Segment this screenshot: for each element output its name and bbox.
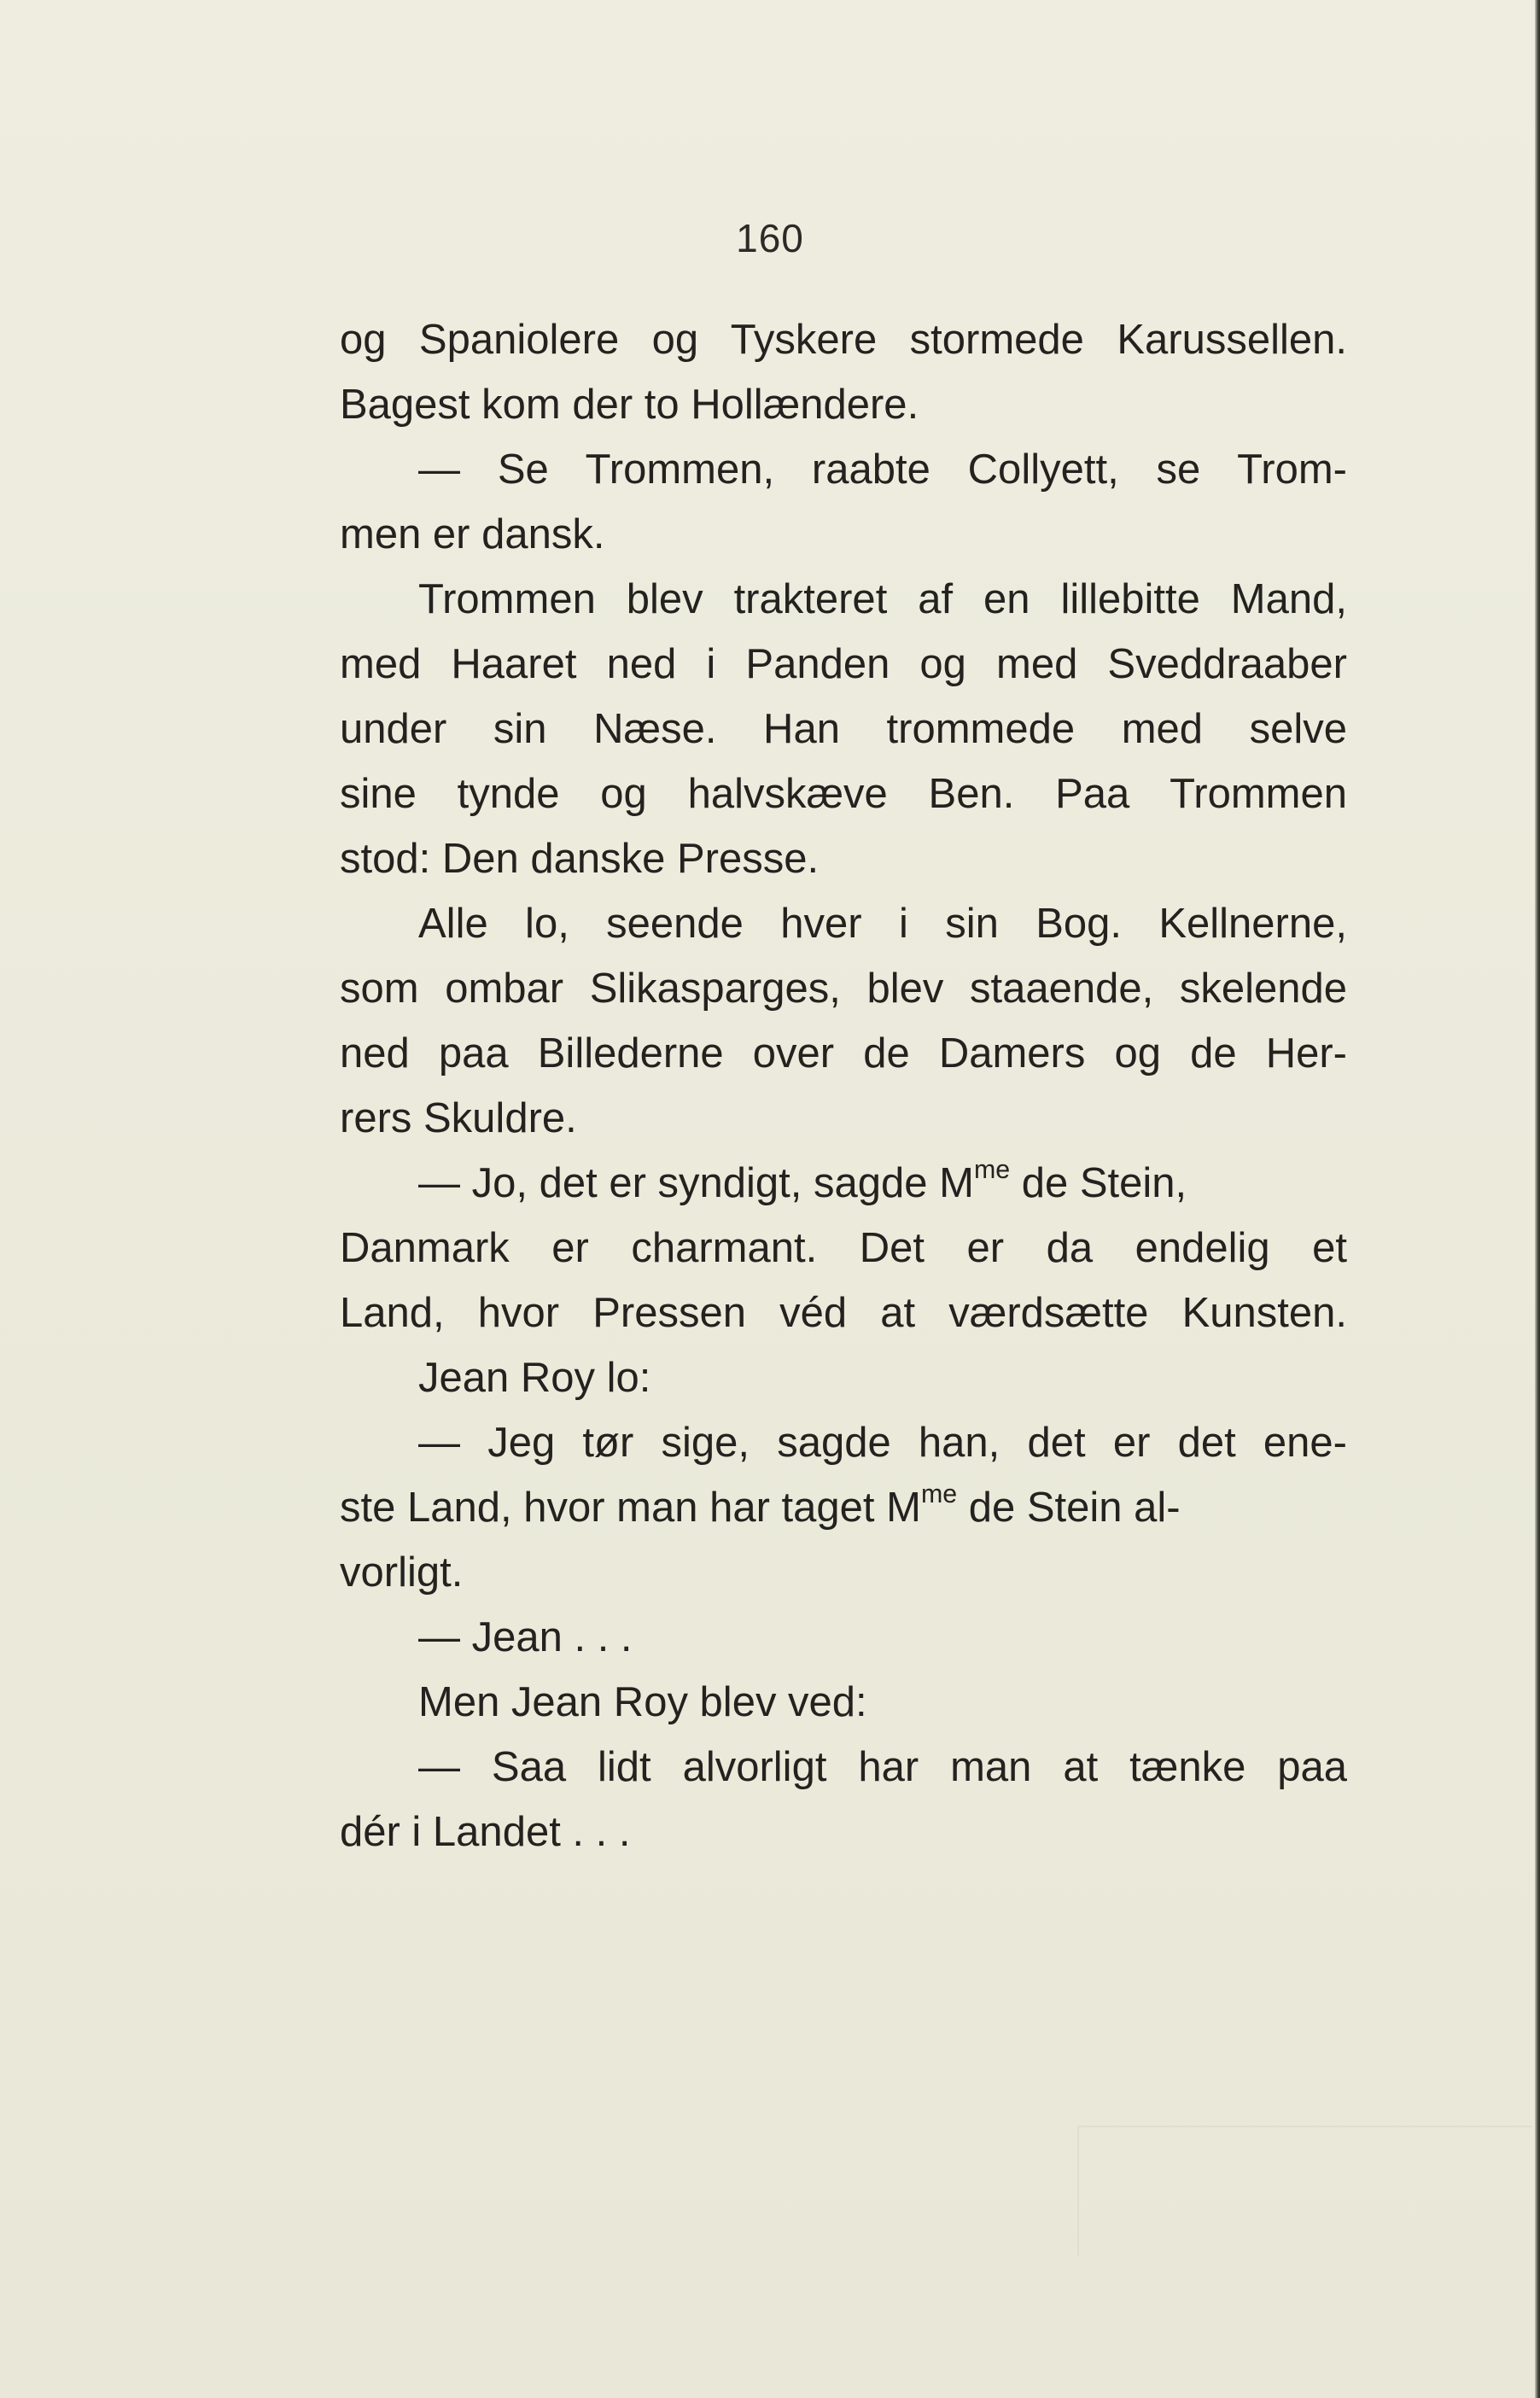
- superscript: me: [973, 1155, 1011, 1185]
- text-line: — Saa lidt alvorligt har man at tænke paa: [418, 1744, 1347, 1790]
- text-line: Danmark er charmant. Det er da endelig et: [340, 1225, 1347, 1271]
- text-line: stod: Den danske Presse.: [340, 836, 820, 882]
- text-segment: ste Land, hvor man har taget M: [340, 1485, 921, 1531]
- text-line: dér i Landet . . .: [340, 1809, 631, 1855]
- superscript: me: [920, 1479, 958, 1509]
- text-line: Trommen blev trakteret af en lillebitte Mand,: [418, 576, 1347, 622]
- text-segment: de Stein,: [1010, 1160, 1187, 1206]
- page-edge-shadow: [1535, 0, 1540, 2398]
- text-line: men er dansk.: [340, 511, 605, 557]
- bleed-through-mark: [1077, 2126, 1531, 2255]
- text-line: — Se Trommen, raabte Collyett, se Trom-: [418, 446, 1347, 493]
- text-line: Alle lo, seende hver i sin Bog. Kellnerne,: [418, 901, 1347, 947]
- text-line: under sin Næse. Han trommede med selve: [340, 706, 1347, 752]
- text-line: vorligt.: [340, 1549, 464, 1596]
- page-number: 160: [736, 216, 804, 260]
- text-line: rers Skuldre.: [340, 1095, 577, 1141]
- text-line-with-superscript: [418, 1151, 1347, 1216]
- text-line: — Jean . . .: [418, 1614, 633, 1660]
- text-line: Land, hvor Pressen véd at værdsætte Kunsten.: [340, 1290, 1347, 1336]
- text-line: sine tynde og halvskæve Ben. Paa Trommen: [340, 771, 1347, 817]
- text-line-with-superscript: [340, 1475, 1347, 1540]
- text-line: Men Jean Roy blev ved:: [418, 1679, 867, 1725]
- text-line: Bagest kom der to Hollændere.: [340, 382, 919, 428]
- text-line: som ombar Slikasparges, blev staaende, skelende: [340, 966, 1347, 1012]
- text-segment: de Stein al-: [957, 1485, 1181, 1531]
- text-line: — Jeg tør sige, sagde han, det er det ene-: [418, 1420, 1347, 1466]
- text-line: med Haaret ned i Panden og med Sveddraaber: [340, 641, 1347, 687]
- text-segment: — Jo, det er syndigt, sagde M: [418, 1160, 974, 1206]
- text-line: ned paa Billederne over de Damers og de Her-: [340, 1030, 1347, 1076]
- text-line: og Spaniolere og Tyskere stormede Karussellen.: [340, 317, 1347, 363]
- text-line: Jean Roy lo:: [418, 1355, 651, 1401]
